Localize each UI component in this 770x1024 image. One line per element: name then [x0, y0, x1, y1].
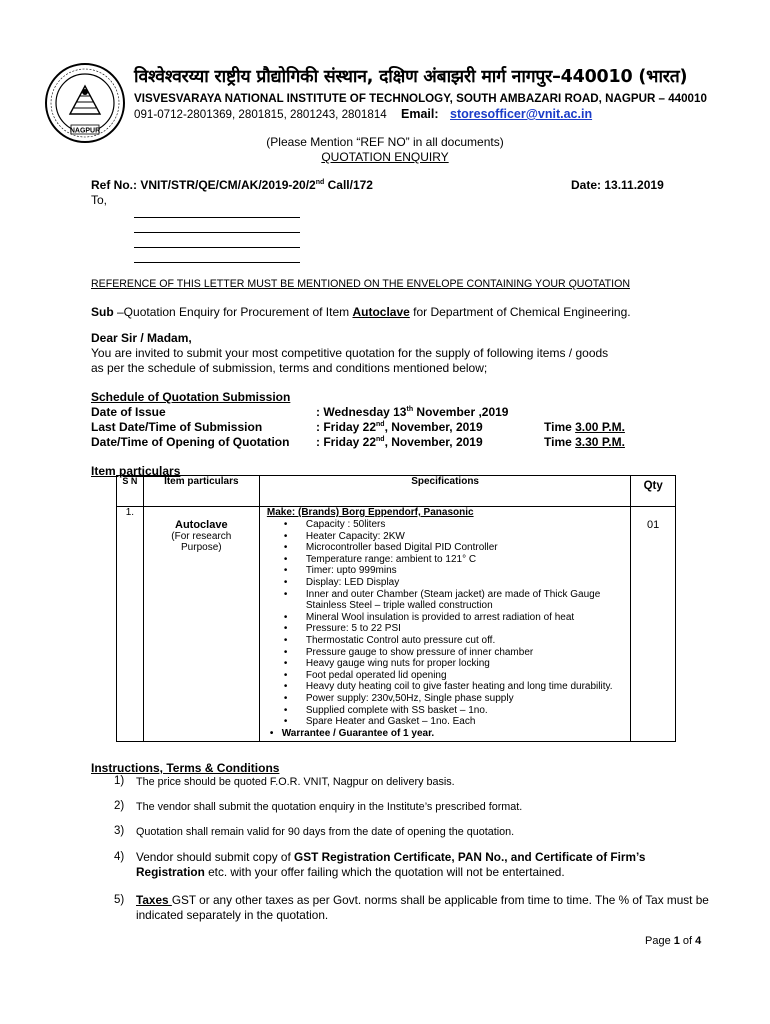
spec-item: • Mineral Wool insulation is provided to arrest radiation of heat [306, 612, 630, 624]
warranty-line: • Warrantee / Guarantee of 1 year. [269, 727, 435, 739]
item-name: Autoclave [175, 519, 228, 531]
to-label: To, [91, 193, 108, 207]
reference-number: Ref No.: VNIT/STR/QE/CM/AK/2019-20/2nd Call/172 [91, 178, 373, 192]
submission-time: Time 3.00 P.M. [544, 420, 625, 434]
cell-specifications [259, 507, 630, 742]
cell-sn: 1. [117, 507, 144, 742]
email-label: Email: [401, 107, 439, 121]
intro-line-1: You are invited to submit your most competitive quotation for the supply of following items / goods [91, 346, 609, 360]
instruction-number: 2) [114, 800, 125, 812]
svg-text:NAGPUR: NAGPUR [69, 127, 101, 135]
spec-item: • Temperature range: ambient to 121° C [306, 554, 630, 566]
col-header-spec: Specifications [259, 476, 630, 507]
intro-line-2: as per the schedule of submission, terms and conditions mentioned below; [91, 361, 488, 375]
email-link[interactable]: storesofficer@vnit.ac.in [450, 107, 593, 121]
instruction-2: The vendor shall submit the quotation enquiry in the Institute’s prescribed format. [136, 801, 523, 813]
col-header-qty: Qty [631, 476, 676, 507]
spec-item: • Heavy gauge wing nuts for proper locking [306, 658, 630, 670]
salutation: Dear Sir / Madam, [91, 331, 192, 345]
spec-item: • Capacity : 50liters [306, 519, 630, 531]
items-heading: Item particulars [91, 464, 181, 478]
spec-item: • Microcontroller based Digital PID Controller [306, 542, 630, 554]
institute-logo [44, 62, 126, 144]
submission-date-value: : Friday 22nd, November, 2019 [316, 420, 483, 434]
issue-date-label: Date of Issue [91, 405, 166, 419]
spec-item: • Power supply: 230v,50Hz, Single phase supply [306, 693, 630, 705]
spec-item: • Pressure gauge to show pressure of inner chamber [306, 647, 630, 659]
spec-item: • Pressure: 5 to 22 PSI [306, 623, 630, 635]
spec-item: • Heavy duty heating coil to give faster heating and long time durability. [306, 681, 630, 693]
instruction-number: 5) [114, 894, 125, 906]
institute-name-english: VISVESVARAYA NATIONAL INSTITUTE OF TECHNOLOGY, SOUTH AMBAZARI ROAD, NAGPUR – 440010 [134, 92, 707, 105]
subject-line: Sub –Quotation Enquiry for Procurement of Item Autoclave for Department of Chemical Engineering. [91, 305, 631, 319]
col-header-item: Item particulars [143, 476, 259, 507]
spec-item: • Inner and outer Chamber (Steam jacket) are made of Thick Gauge Stainless Steel – triple walled construction [306, 589, 630, 612]
address-blank-line [134, 262, 300, 263]
address-blank-line [134, 217, 300, 218]
opening-time: Time 3.30 P.M. [544, 435, 625, 449]
instruction-number: 1) [114, 775, 125, 787]
document-date: Date: 13.11.2019 [571, 178, 664, 192]
instruction-1: The price should be quoted F.O.R. VNIT, Nagpur on delivery basis. [136, 776, 455, 788]
make-line: Make: (Brands) Borg Eppendorf, Panasonic [266, 507, 474, 518]
instruction-4: Vendor should submit copy of GST Registration Certificate, PAN No., and Certificate of Firm’s Registration etc. with your offer failing which the quotation will not be entertained. [136, 850, 646, 879]
instruction-number: 4) [114, 851, 125, 863]
table-row [117, 507, 676, 742]
item-note: (For research [171, 531, 232, 542]
spec-list [260, 519, 630, 728]
col-header-sn: S N [117, 476, 144, 507]
page-number: Page 1 of 4 [645, 935, 702, 947]
spec-item: • Display: LED Display [306, 577, 630, 589]
table-header-row [117, 476, 676, 507]
schedule-heading: Schedule of Quotation Submission [91, 390, 291, 404]
issue-date-value: : Wednesday 13th November ,2019 [316, 405, 509, 419]
instructions-heading: Instructions, Terms & Conditions [91, 761, 280, 775]
opening-label: Date/Time of Opening of Quotation [91, 435, 290, 449]
instruction-number: 3) [114, 825, 125, 837]
institute-name-hindi: विश्वेश्वरय्या राष्ट्रीय प्रौद्योगिकी संस्थान, दक्षिण अंबाझरी मार्ग नागपुर–440010 (भारत) [134, 67, 688, 87]
item-note: Purpose) [181, 542, 222, 553]
document-title: QUOTATION ENQUIRY [321, 150, 449, 164]
spec-item: • Supplied complete with SS basket – 1no. [306, 705, 630, 717]
reference-notice: REFERENCE OF THIS LETTER MUST BE MENTIONED ON THE ENVELOPE CONTAINING YOUR QUOTATION [91, 278, 630, 290]
spec-item: • Spare Heater and Gasket – 1no. Each [306, 716, 630, 728]
spec-item: • Thermostatic Control auto pressure cut off. [306, 635, 630, 647]
address-blank-line [134, 247, 300, 248]
address-blank-line [134, 232, 300, 233]
spec-item: • Heater Capacity: 2KW [306, 531, 630, 543]
cell-qty: 01 [631, 507, 676, 742]
ref-note: (Please Mention “REF NO” in all documents) [266, 135, 504, 149]
spec-item: • Foot pedal operated lid opening [306, 670, 630, 682]
spec-item: • Timer: upto 999mins [306, 565, 630, 577]
instruction-5: Taxes GST or any other taxes as per Govt. norms shall be applicable from time to time. The % of Tax must be indicated separately in the quotation. [136, 893, 709, 922]
institute-phones: 091-0712-2801369, 2801815, 2801243, 2801814 [134, 108, 387, 121]
submission-label: Last Date/Time of Submission [91, 420, 263, 434]
opening-date-value: : Friday 22nd, November, 2019 [316, 435, 483, 449]
instruction-3: Quotation shall remain valid for 90 days from the date of opening the quotation. [136, 826, 515, 838]
items-table [116, 475, 676, 742]
cell-item [143, 507, 259, 742]
